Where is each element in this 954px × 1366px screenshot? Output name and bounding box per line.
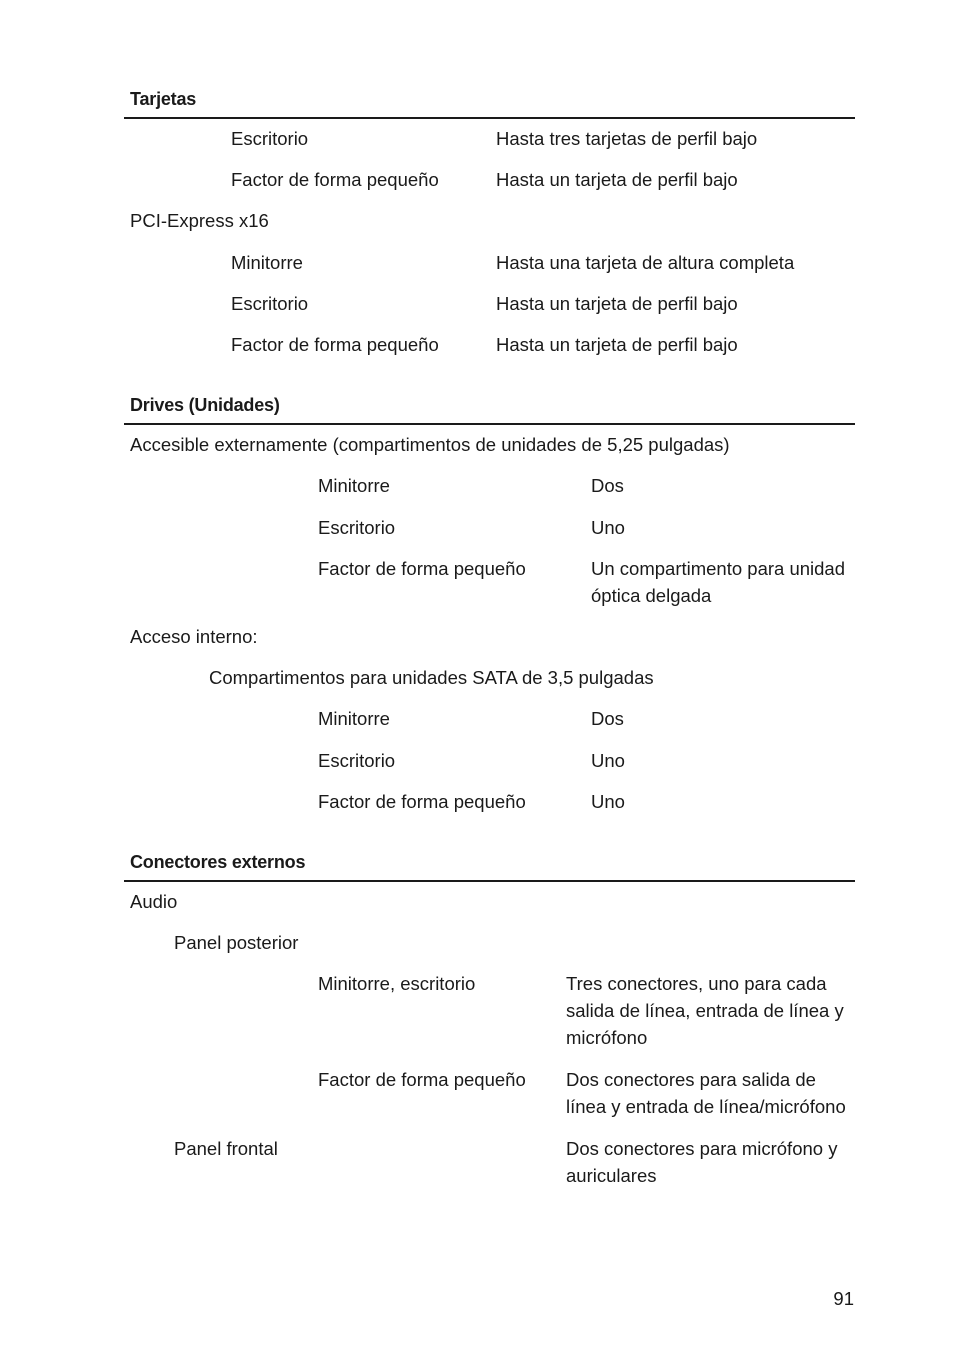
row-value: Dos conectores para micrófono y auriculares [566,1138,838,1186]
group-label-audio: Audio [130,891,178,912]
row-label: Escritorio [318,750,396,771]
row-label: Minitorre [231,252,303,273]
row-value: Uno [591,750,625,771]
row-value: Uno [591,791,625,812]
section-heading-drives: Drives (Unidades) [130,395,280,415]
row-label: Minitorre [318,475,390,496]
row-value: Hasta un tarjeta de perfil bajo [496,169,738,190]
subgroup-label-front-panel: Panel frontal [174,1138,278,1159]
row-label: Factor de forma pequeño [318,558,526,579]
group-label-external: Accesible externamente (compartimentos de unidades de 5,25 pulgadas) [130,434,730,455]
section-rule [124,880,855,882]
row-value: Dos [591,708,624,729]
section-heading-tarjetas: Tarjetas [130,89,197,109]
row-value: Hasta una tarjeta de altura completa [496,252,795,273]
row-label: Factor de forma pequeño [231,334,439,355]
row-value: Hasta un tarjeta de perfil bajo [496,334,738,355]
group-label-pci-express: PCI-Express x16 [130,210,269,231]
section-rule [124,117,855,119]
subgroup-label-sata: Compartimentos para unidades SATA de 3,5 pulgadas [209,667,654,688]
subgroup-label-rear-panel: Panel posterior [174,932,299,953]
row-label: Escritorio [231,128,309,149]
row-value: Dos [591,475,624,496]
row-value: Hasta tres tarjetas de perfil bajo [496,128,758,149]
row-value: Tres conectores, uno para cada salida de línea, entrada de línea y micrófono [566,973,844,1048]
section-rule [124,423,855,425]
row-label: Factor de forma pequeño [231,169,439,190]
section-heading-connectors: Conectores externos [130,852,306,872]
page-number: 91 [833,1288,854,1309]
row-value: Uno [591,517,625,538]
row-label: Escritorio [318,517,396,538]
group-label-internal: Acceso interno: [130,626,258,647]
row-label: Factor de forma pequeño [318,1069,526,1090]
row-label: Minitorre [318,708,390,729]
row-label: Minitorre, escritorio [318,973,476,994]
row-value: Un compartimento para unidad óptica delgada [591,558,846,606]
row-value: Hasta un tarjeta de perfil bajo [496,293,738,314]
row-label: Escritorio [231,293,309,314]
row-value: Dos conectores para salida de línea y entrada de línea/micrófono [566,1069,846,1117]
row-label: Factor de forma pequeño [318,791,526,812]
